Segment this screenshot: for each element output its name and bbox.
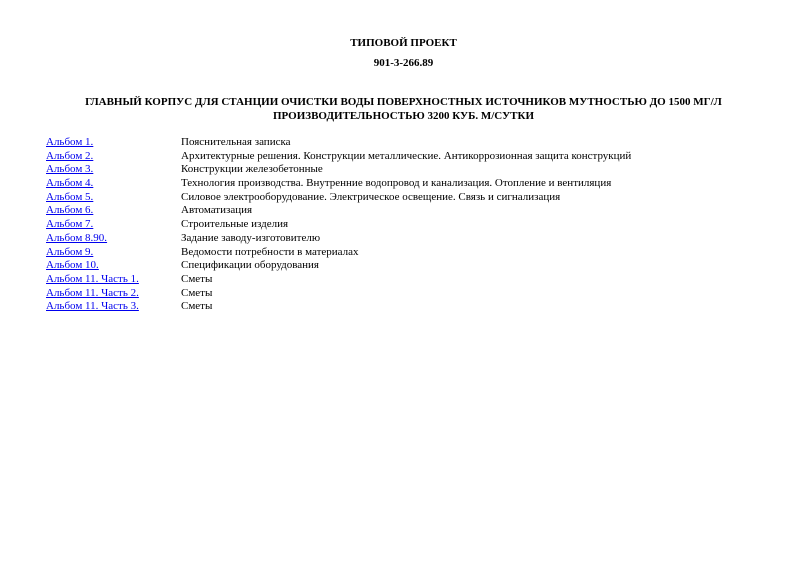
album-row (46, 136, 766, 150)
album-row (46, 150, 766, 164)
album-description: Силовое электрооборудование. Электрическое освещение. Связь и сигнализация (181, 190, 561, 203)
album-row (46, 191, 766, 205)
album-row (46, 259, 766, 273)
album-row (46, 163, 766, 177)
album-link-8-90[interactable]: Альбом 8.90. (46, 231, 108, 244)
album-link-3[interactable]: Альбом 3. (46, 163, 94, 176)
album-link-11-part-1[interactable]: Альбом 11. Часть 1. (46, 272, 139, 285)
album-link-6[interactable]: Альбом 6. (46, 204, 94, 217)
album-row (46, 218, 766, 232)
album-description: Конструкции железобетонные (181, 163, 323, 176)
album-link-10[interactable]: Альбом 10. (46, 259, 99, 272)
album-link-1[interactable]: Альбом 1. (46, 136, 94, 148)
project-title-line-2: ПРОИЗВОДИТЕЛЬНОСТЬЮ 3200 КУБ. М/СУТКИ (272, 110, 535, 122)
album-description: Задание заводу-изготовителю (181, 231, 321, 244)
album-description: Спецификации оборудования (181, 259, 319, 272)
album-row (46, 177, 766, 191)
album-description: Ведомости потребности в материалах (181, 245, 359, 258)
project-title-line-1: ГЛАВНЫЙ КОРПУС ДЛЯ СТАНЦИИ ОЧИСТКИ ВОДЫ ПОВЕРХНОСТНЫХ ИСТОЧНИКОВ МУТНОСТЬЮ ДО 1500 МГ/Л (85, 96, 722, 108)
album-row (46, 232, 766, 246)
album-description: Сметы (181, 286, 213, 299)
album-link-2[interactable]: Альбом 2. (46, 149, 94, 162)
album-link-9[interactable]: Альбом 9. (46, 245, 94, 258)
album-description: Пояснительная записка (181, 136, 291, 148)
album-link-11-part-2[interactable]: Альбом 11. Часть 2. (46, 286, 139, 299)
album-list (46, 136, 766, 314)
album-description: Сметы (181, 300, 213, 313)
album-description: Технология производства. Внутренние водопровод и канализация. Отопление и вентиляция (181, 177, 612, 190)
album-row (46, 273, 766, 287)
album-row (46, 287, 766, 301)
album-description: Строительные изделия (181, 218, 289, 231)
album-link-7[interactable]: Альбом 7. (46, 218, 94, 231)
album-description: Архитектурные решения. Конструкции металлические. Антикоррозионная защита конструкций (181, 149, 632, 162)
album-link-5[interactable]: Альбом 5. (46, 190, 94, 203)
album-description: Автоматизация (181, 204, 253, 217)
project-code: 901-3-266.89 (373, 57, 434, 69)
album-row (46, 204, 766, 218)
album-description: Сметы (181, 272, 213, 285)
document-type-heading: ТИПОВОЙ ПРОЕКТ (350, 37, 457, 49)
album-row (46, 300, 766, 314)
album-link-4[interactable]: Альбом 4. (46, 177, 94, 190)
album-row (46, 246, 766, 260)
album-link-11-part-3[interactable]: Альбом 11. Часть 3. (46, 300, 139, 313)
